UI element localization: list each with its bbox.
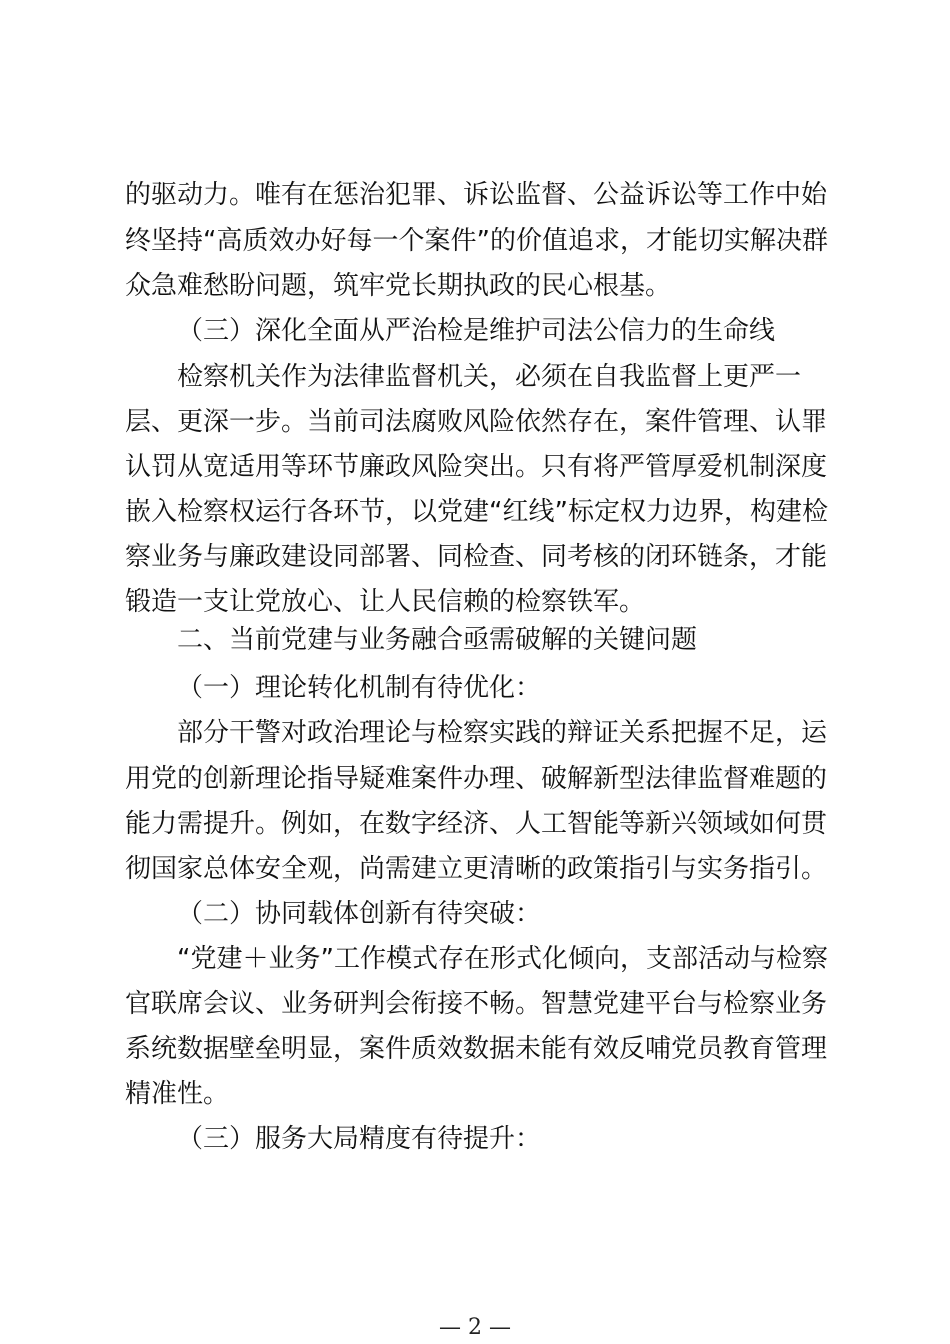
text-line-8: 嵌入检察权运行各环节，以党建“红线”标定权力边界，构建检	[125, 497, 828, 527]
text-line-20: 系统数据壁垒明显，案件质效数据未能有效反哺党员教育管理	[125, 1034, 828, 1064]
text-line-14: 用党的创新理论指导疑难案件办理、破解新型法律监督难题的	[125, 764, 828, 794]
section-heading-3: （三）深化全面从严治检是维护司法公信力的生命线	[177, 316, 776, 346]
text-line-10: 锻造一支让党放心、让人民信赖的检察铁军。	[125, 587, 646, 617]
text-line-3: 众急难愁盼问题，筑牢党长期执政的民心根基。	[125, 271, 672, 301]
subsection-heading-1: （一）理论转化机制有待优化：	[177, 673, 542, 703]
text-line-9: 察业务与廉政建设同部署、同检查、同考核的闭环链条，才能	[125, 542, 828, 572]
text-line-21: 精准性。	[125, 1079, 230, 1109]
text-line-19: 官联席会议、业务研判会衔接不畅。智慧党建平台与检察业务	[125, 989, 828, 1019]
text-line-6: 层、更深一步。当前司法腐败风险依然存在，案件管理、认罪	[125, 407, 828, 437]
subsection-heading-2: （二）协同载体创新有待突破：	[177, 899, 542, 929]
page-number: — 2 —	[439, 1315, 511, 1340]
text-line-1: 的驱动力。唯有在惩治犯罪、诉讼监督、公益诉讼等工作中始	[125, 180, 828, 210]
chapter-heading-2: 二、当前党建与业务融合亟需破解的关键问题	[177, 625, 698, 655]
text-line-16: 彻国家总体安全观，尚需建立更清晰的政策指引与实务指引。	[125, 854, 828, 884]
text-line-2: 终坚持“高质效办好每一个案件”的价值追求，才能切实解决群	[125, 226, 828, 256]
text-line-7: 认罚从宽适用等环节廉政风险突出。只有将严管厚爱机制深度	[125, 452, 828, 482]
text-line-13: 部分干警对政治理论与检察实践的辩证关系把握不足，运	[177, 718, 828, 748]
subsection-heading-3: （三）服务大局精度有待提升：	[177, 1124, 542, 1154]
text-line-18: “党建＋业务”工作模式存在形式化倾向，支部活动与检察	[177, 944, 828, 974]
text-line-5: 检察机关作为法律监督机关，必须在自我监督上更严一	[177, 362, 802, 392]
text-line-15: 能力需提升。例如，在数字经济、人工智能等新兴领域如何贯	[125, 809, 828, 839]
